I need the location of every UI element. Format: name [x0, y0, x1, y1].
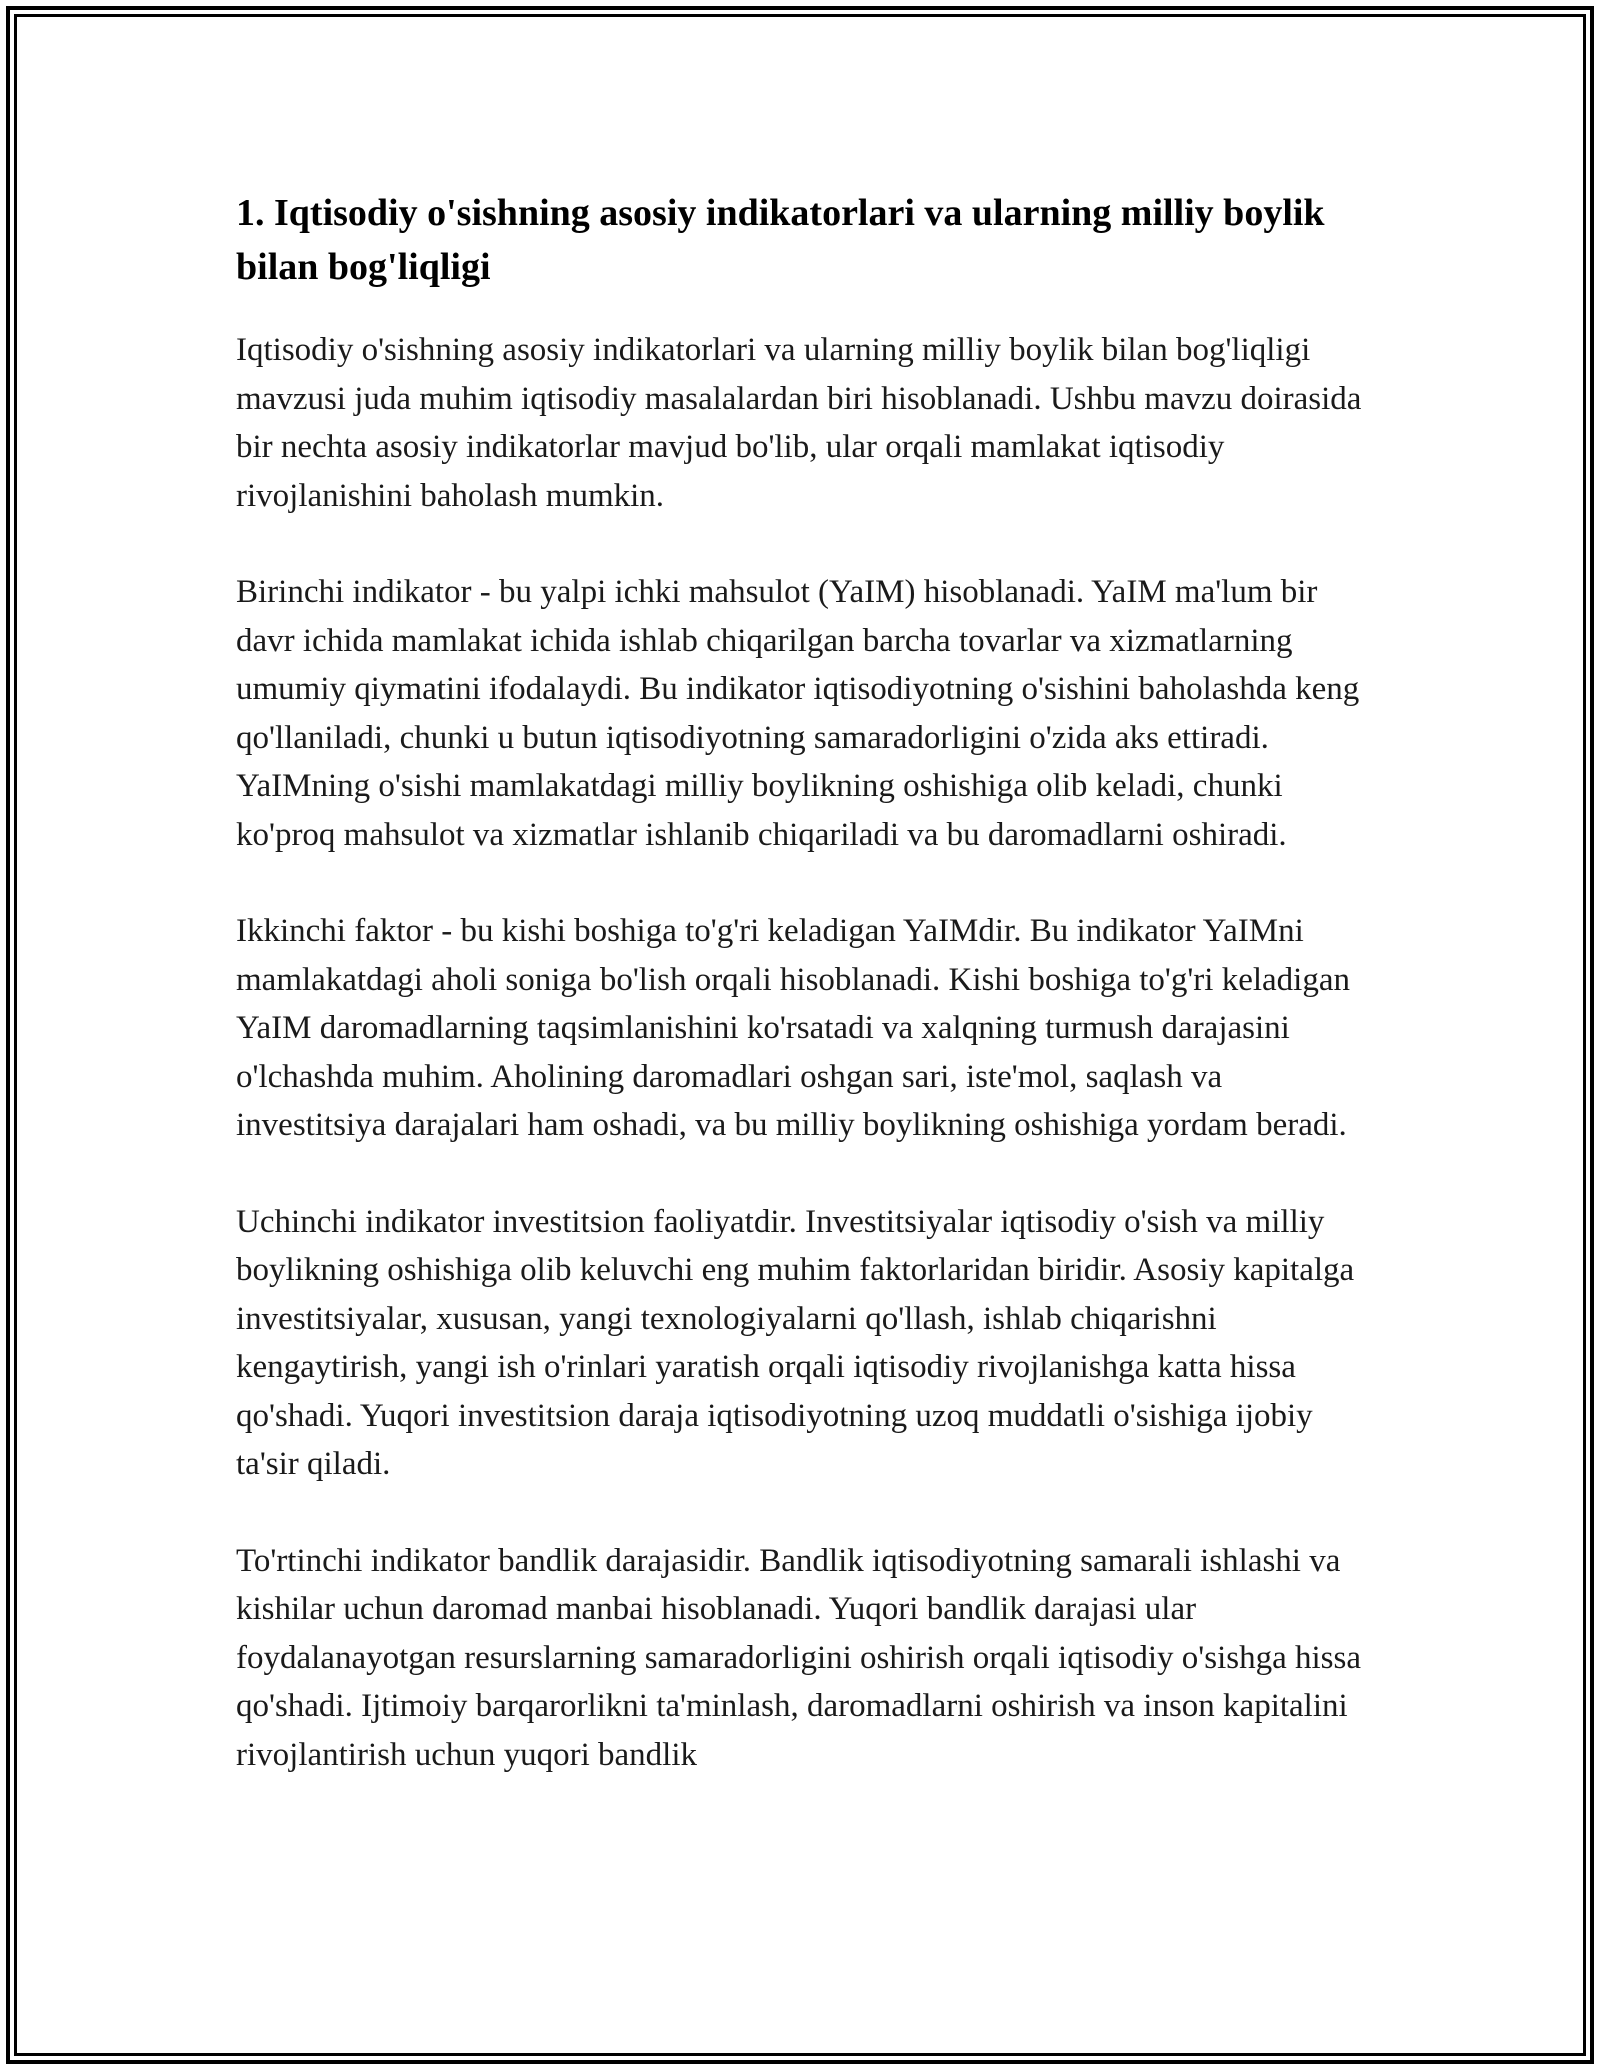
paragraph-employment: To'rtinchi indikator bandlik darajasidir. Bandlik iqtisodiyotning samarali ishlashi va kishilar uchun daromad manbai hisoblanadi. Yuqori bandlik darajasi ular foydalanayotgan resurslarning samaradorligini oshirish orqali iqtisodiy o'sishga hissa qo'shadi. Ijtimoiy barqarorlikni ta'minlash, daromadlarni oshirish va inson kapitalini rivojlantirish uchun yuqori bandlik — [236, 1542, 1361, 1773]
paragraph-intro: Iqtisodiy o'sishning asosiy indikatorlari va ularning milliy boylik bilan bog'liqligi mavzusi juda muhim iqtisodiy masalalardan biri hisoblanadi. Ushbu mavzu doirasida bir nechta asosiy indikatorlar mavjud bo'lib, ular orqali mamlakat iqtisodiy rivojlanishini baholash mumkin. — [236, 332, 1362, 514]
paragraph-gdp: Birinchi indikator - bu yalpi ichki mahsulot (YaIM) hisoblanadi. YaIM ma'lum bir davr ichida mamlakat ichida ishlab chiqarilgan barcha tovarlar va xizmatlarning umumiy qiymatini ifodalaydi. Bu indikator iqtisodiyotning o'sishini baholashda keng qo'llaniladi, chunki u butun iqtisodiyotning samaradorligini o'zida aks ettiradi. YaIMning o'sishi mamlakatdagi milliy boylikning oshishiga olib keladi, chunki ko'proq mahsulot va xizmatlar ishlanib chiqariladi va bu daromadlarni oshiradi. — [236, 574, 1360, 853]
paragraph-gdp-per-capita: Ikkinchi faktor - bu kishi boshiga to'g'ri keladigan YaIMdir. Bu indikator YaIMni mamlakatdagi aholi soniga bo'lish orqali hisoblanadi. Kishi boshiga to'g'ri keladigan YaIM daromadlarning taqsimlanishini ko'rsatadi va xalqning turmush darajasini o'lchashda muhim. Aholining daromadlari oshgan sari, iste'mol, saqlash va investitsiya darajalari ham oshadi, va bu milliy boylikning oshishiga yordam beradi. — [236, 913, 1350, 1143]
document-body — [236, 186, 1376, 1827]
paragraph-investment: Uchinchi indikator investitsion faoliyatdir. Investitsiyalar iqtisodiy o'sish va milliy boylikning oshishiga olib keluvchi eng muhim faktorlaridan biridir. Asosiy kapitalga investitsiyalar, xususan, yangi texnologiyalarni qo'llash, ishlab chiqarishni kengaytirish, yangi ish o'rinlari yaratish orqali iqtisodiy rivojlanishga katta hissa qo'shadi. Yuqori investitsion daraja iqtisodiyotning uzoq muddatli o'sishiga ijobiy ta'sir qiladi. — [236, 1203, 1355, 1482]
section-heading: 1. Iqtisodiy o'sishning asosiy indikatorlari va ularning milliy boylik bilan bog'liqligi — [236, 192, 1325, 288]
